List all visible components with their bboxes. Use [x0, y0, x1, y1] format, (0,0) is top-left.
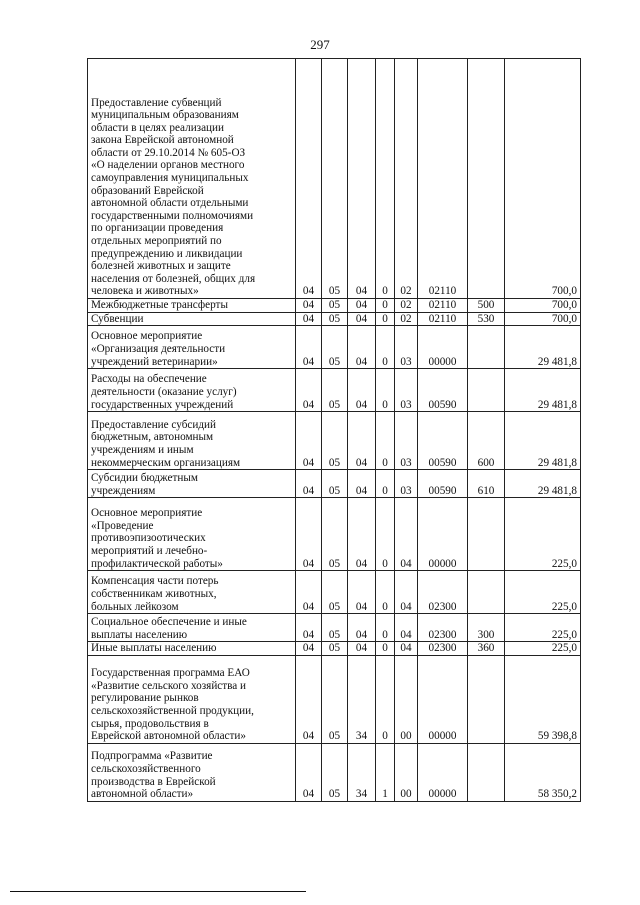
section-code-cell: 04 [296, 59, 322, 299]
table-row [88, 312, 581, 326]
item-name-cell: Основное мероприятие «Проведение противоэпизоотических мероприятий и лечебно- профилактической работы» [88, 498, 296, 571]
program-code-cell: 04 [348, 470, 376, 498]
activity-code-cell: 02 [395, 312, 418, 326]
activity-code-cell: 04 [395, 571, 418, 614]
section-code-cell: 04 [296, 498, 322, 571]
section-code-cell: 04 [296, 642, 322, 656]
program-code-cell: 04 [348, 571, 376, 614]
expense-type-code-cell: 360 [468, 642, 505, 656]
expense-direction-code-cell: 02300 [418, 571, 468, 614]
item-name-cell: Предоставление субсидий бюджетным, автономным учреждениям и иным некоммерческим организациям [88, 412, 296, 470]
expense-direction-code-cell: 02110 [418, 299, 468, 313]
program-code-cell: 34 [348, 743, 376, 801]
expense-type-code-cell [468, 59, 505, 299]
activity-code-cell: 00 [395, 655, 418, 743]
amount-cell: 59 398,8 [505, 655, 581, 743]
table-row [88, 369, 581, 412]
amount-cell: 700,0 [505, 312, 581, 326]
budget-table [87, 58, 581, 802]
amount-cell: 225,0 [505, 614, 581, 642]
table-row [88, 655, 581, 743]
expense-direction-code-cell: 00590 [418, 470, 468, 498]
amount-cell: 225,0 [505, 642, 581, 656]
section-code-cell: 04 [296, 326, 322, 369]
program-code-cell: 04 [348, 412, 376, 470]
amount-cell: 700,0 [505, 59, 581, 299]
subprogram-code-cell: 0 [376, 312, 395, 326]
expense-direction-code-cell: 02110 [418, 59, 468, 299]
expense-type-code-cell: 530 [468, 312, 505, 326]
activity-code-cell: 04 [395, 642, 418, 656]
item-name-cell: Компенсация части потерь собственникам животных, больных лейкозом [88, 571, 296, 614]
program-code-cell: 04 [348, 498, 376, 571]
expense-direction-code-cell: 02300 [418, 614, 468, 642]
amount-cell: 58 350,2 [505, 743, 581, 801]
program-code-cell: 34 [348, 655, 376, 743]
activity-code-cell: 03 [395, 470, 418, 498]
expense-type-code-cell [468, 743, 505, 801]
expense-direction-code-cell: 00000 [418, 743, 468, 801]
footnote-divider [10, 891, 306, 892]
table-row [88, 614, 581, 642]
table-row [88, 498, 581, 571]
section-code-cell: 04 [296, 743, 322, 801]
section-code-cell: 04 [296, 470, 322, 498]
item-name-cell: Межбюджетные трансферты [88, 299, 296, 313]
expense-type-code-cell [468, 498, 505, 571]
page-number: 297 [310, 37, 330, 52]
table-row [88, 642, 581, 656]
subprogram-code-cell: 0 [376, 642, 395, 656]
subsection-code-cell: 05 [322, 743, 348, 801]
activity-code-cell: 02 [395, 299, 418, 313]
table-row [88, 59, 581, 299]
item-name-cell: Иные выплаты населению [88, 642, 296, 656]
subprogram-code-cell: 0 [376, 412, 395, 470]
amount-cell: 29 481,8 [505, 326, 581, 369]
activity-code-cell: 03 [395, 326, 418, 369]
section-code-cell: 04 [296, 312, 322, 326]
expense-type-code-cell: 610 [468, 470, 505, 498]
subprogram-code-cell: 0 [376, 614, 395, 642]
subsection-code-cell: 05 [322, 59, 348, 299]
program-code-cell: 04 [348, 369, 376, 412]
table-row [88, 326, 581, 369]
subsection-code-cell: 05 [322, 312, 348, 326]
subprogram-code-cell: 0 [376, 369, 395, 412]
activity-code-cell: 04 [395, 498, 418, 571]
section-code-cell: 04 [296, 299, 322, 313]
subprogram-code-cell: 0 [376, 571, 395, 614]
subsection-code-cell: 05 [322, 642, 348, 656]
table-body [88, 59, 581, 802]
item-name-cell: Субвенции [88, 312, 296, 326]
subsection-code-cell: 05 [322, 498, 348, 571]
item-name-cell: Основное мероприятие «Организация деятельности учреждений ветеринарии» [88, 326, 296, 369]
item-name-cell: Социальное обеспечение и иные выплаты населению [88, 614, 296, 642]
table-row [88, 299, 581, 313]
table-row [88, 470, 581, 498]
item-name-cell: Субсидии бюджетным учреждениям [88, 470, 296, 498]
expense-type-code-cell [468, 655, 505, 743]
activity-code-cell: 02 [395, 59, 418, 299]
activity-code-cell: 03 [395, 412, 418, 470]
subprogram-code-cell: 0 [376, 470, 395, 498]
activity-code-cell: 03 [395, 369, 418, 412]
activity-code-cell: 04 [395, 614, 418, 642]
expense-type-code-cell: 300 [468, 614, 505, 642]
item-name-cell: Государственная программа ЕАО «Развитие сельского хозяйства и регулирование рынков сельскохозяйственной продукции, сырья, продовольствия в Еврейской автономной области» [88, 655, 296, 743]
expense-direction-code-cell: 00000 [418, 655, 468, 743]
subprogram-code-cell: 0 [376, 299, 395, 313]
amount-cell: 29 481,8 [505, 470, 581, 498]
program-code-cell: 04 [348, 326, 376, 369]
table-row [88, 412, 581, 470]
subsection-code-cell: 05 [322, 571, 348, 614]
item-name-cell: Расходы на обеспечение деятельности (оказание услуг) государственных учреждений [88, 369, 296, 412]
subsection-code-cell: 05 [322, 614, 348, 642]
expense-direction-code-cell: 00000 [418, 498, 468, 571]
table-row [88, 743, 581, 801]
subprogram-code-cell: 1 [376, 743, 395, 801]
expense-direction-code-cell: 00590 [418, 369, 468, 412]
amount-cell: 225,0 [505, 498, 581, 571]
expense-direction-code-cell: 00590 [418, 412, 468, 470]
section-code-cell: 04 [296, 571, 322, 614]
section-code-cell: 04 [296, 614, 322, 642]
expense-type-code-cell [468, 571, 505, 614]
subsection-code-cell: 05 [322, 655, 348, 743]
item-name-cell: Подпрограмма «Развитие сельскохозяйственного производства в Еврейской автономной области» [88, 743, 296, 801]
program-code-cell: 04 [348, 299, 376, 313]
section-code-cell: 04 [296, 412, 322, 470]
subsection-code-cell: 05 [322, 412, 348, 470]
expense-type-code-cell [468, 369, 505, 412]
activity-code-cell: 00 [395, 743, 418, 801]
expense-direction-code-cell: 02110 [418, 312, 468, 326]
amount-cell: 225,0 [505, 571, 581, 614]
subprogram-code-cell: 0 [376, 498, 395, 571]
program-code-cell: 04 [348, 642, 376, 656]
subprogram-code-cell: 0 [376, 326, 395, 369]
item-name-cell: Предоставление субвенций муниципальным образованиям области в целях реализации закона Еврейской автономной области от 29.10.2014 № 605-ОЗ «О наделении органов местного самоуправления муниципальных образований Еврейской автономной области отдельными государственными полномочиями по организации проведения отдельных мероприятий по предупреждению и ликвидации болезней животных и защите населения от болезней, общих для человека и животных» [88, 59, 296, 299]
expense-type-code-cell: 600 [468, 412, 505, 470]
section-code-cell: 04 [296, 655, 322, 743]
expense-direction-code-cell: 02300 [418, 642, 468, 656]
section-code-cell: 04 [296, 369, 322, 412]
program-code-cell: 04 [348, 312, 376, 326]
program-code-cell: 04 [348, 59, 376, 299]
expense-type-code-cell [468, 326, 505, 369]
subsection-code-cell: 05 [322, 470, 348, 498]
subprogram-code-cell: 0 [376, 655, 395, 743]
subsection-code-cell: 05 [322, 299, 348, 313]
expense-direction-code-cell: 00000 [418, 326, 468, 369]
subprogram-code-cell: 0 [376, 59, 395, 299]
amount-cell: 29 481,8 [505, 369, 581, 412]
amount-cell: 700,0 [505, 299, 581, 313]
subsection-code-cell: 05 [322, 326, 348, 369]
amount-cell: 29 481,8 [505, 412, 581, 470]
subsection-code-cell: 05 [322, 369, 348, 412]
table-row [88, 571, 581, 614]
expense-type-code-cell: 500 [468, 299, 505, 313]
program-code-cell: 04 [348, 614, 376, 642]
